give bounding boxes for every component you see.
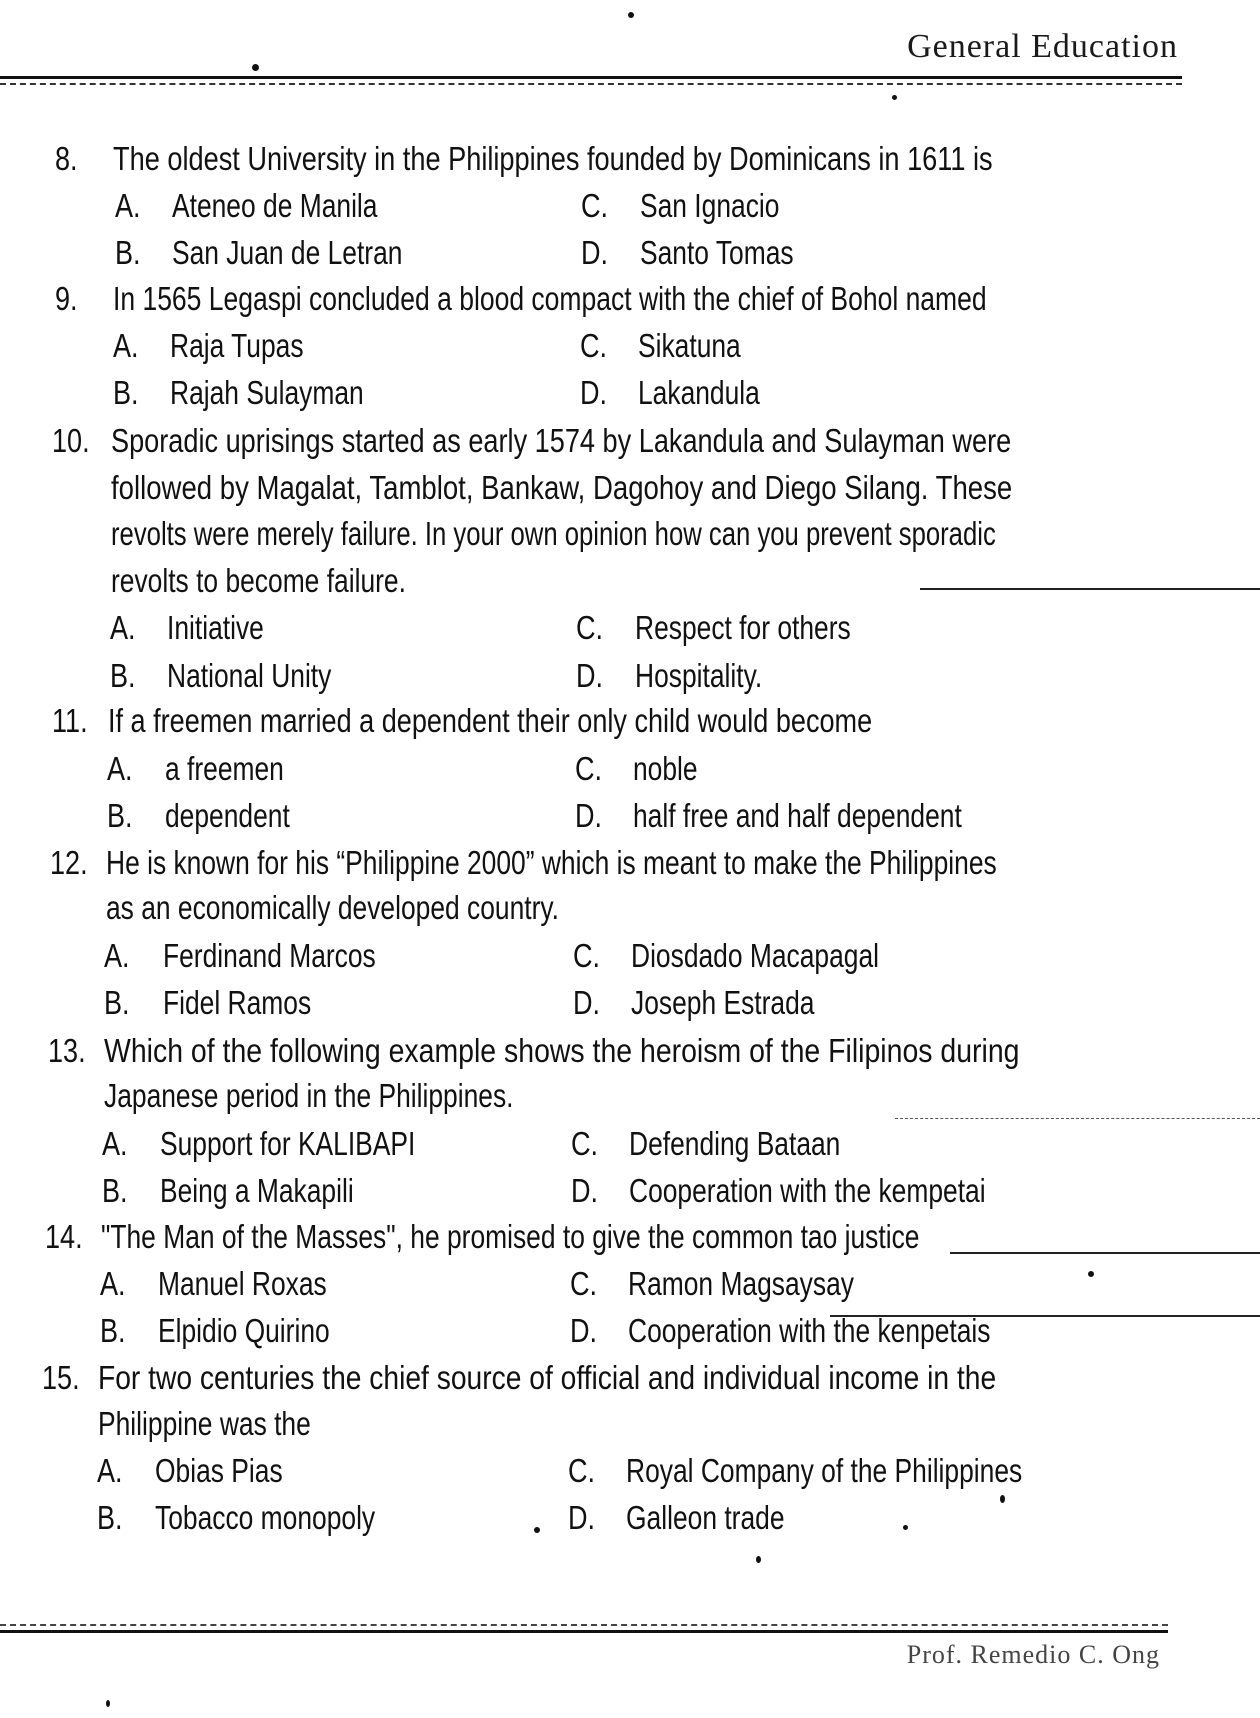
- option-c-letter: C.: [568, 1452, 596, 1489]
- question-text-line-2: Philippine was the: [98, 1405, 311, 1442]
- scan-line: [920, 588, 1260, 590]
- option-a-letter: A.: [113, 327, 139, 364]
- option-c-text: San Ignacio: [640, 187, 780, 224]
- option-a-letter: A.: [110, 609, 136, 646]
- option-d-letter: D.: [573, 984, 601, 1021]
- option-d-text: Joseph Estrada: [631, 984, 815, 1021]
- option-a-text: Manuel Roxas: [158, 1265, 327, 1302]
- question-text-line-4: revolts to become failure.: [111, 562, 406, 599]
- option-d-text: half free and half dependent: [633, 797, 962, 834]
- scan-speck: [628, 12, 634, 18]
- scan-line: [830, 1315, 1260, 1317]
- option-b-letter: B.: [110, 657, 136, 694]
- option-a-text: Ferdinand Marcos: [163, 937, 376, 974]
- option-b-text: Rajah Sulayman: [170, 374, 364, 411]
- option-b-letter: B.: [113, 374, 139, 411]
- option-d-text: Cooperation with the kempetai: [629, 1172, 986, 1209]
- scan-speck: [252, 64, 259, 71]
- footer-author: Prof. Remedio C. Ong: [906, 1640, 1160, 1669]
- question-number: 8.: [55, 140, 78, 177]
- option-d-text: Lakandula: [638, 374, 760, 411]
- option-c-letter: C.: [581, 187, 609, 224]
- option-a-text: Obias Pias: [155, 1452, 283, 1489]
- option-c-letter: C.: [576, 609, 604, 646]
- option-b-text: dependent: [165, 797, 290, 834]
- option-a-text: Initiative: [167, 609, 264, 646]
- question-text: "The Man of the Masses", he promised to give the common tao justice: [101, 1218, 920, 1255]
- option-c-text: noble: [633, 750, 698, 787]
- question-number: 13.: [48, 1032, 86, 1069]
- option-c-letter: C.: [571, 1125, 599, 1162]
- footer-rule-secondary: [0, 1624, 1168, 1626]
- option-b-text: Tobacco monopoly: [155, 1499, 376, 1536]
- question-text-line-3: revolts were merely failure. In your own opinion how can you prevent sporadic: [111, 515, 996, 552]
- scan-speck: [892, 95, 897, 100]
- question-number: 12.: [50, 844, 88, 881]
- option-a-letter: A.: [104, 937, 130, 974]
- option-b-text: National Unity: [167, 657, 332, 694]
- option-b-letter: B.: [104, 984, 130, 1021]
- option-a-text: Support for KALIBAPI: [160, 1125, 416, 1162]
- option-d-letter: D.: [576, 657, 604, 694]
- option-d-text: Galleon trade: [626, 1499, 785, 1536]
- option-d-text: Cooperation with the kenpetais: [628, 1312, 991, 1349]
- question-text: The oldest University in the Philippines founded by Dominicans in 1611 is: [113, 140, 993, 177]
- option-d-text: Hospitality.: [635, 657, 763, 694]
- question-text-line-1: For two centuries the chief source of official and individual income in the: [98, 1359, 997, 1396]
- scan-speck: [106, 1700, 110, 1707]
- question-number: 10.: [52, 422, 90, 459]
- option-c-text: Ramon Magsaysay: [628, 1265, 854, 1302]
- option-a-letter: A.: [102, 1125, 128, 1162]
- option-b-text: San Juan de Letran: [172, 234, 403, 271]
- option-a-text: Ateneo de Manila: [172, 187, 378, 224]
- option-d-text: Santo Tomas: [640, 234, 794, 271]
- scan-speck: [756, 1556, 761, 1563]
- scan-speck: [1088, 1271, 1094, 1277]
- question-number: 11.: [52, 702, 88, 739]
- option-c-letter: C.: [580, 327, 608, 364]
- option-c-text: Sikatuna: [638, 327, 741, 364]
- question-number: 15.: [42, 1359, 80, 1396]
- option-b-letter: B.: [102, 1172, 128, 1209]
- footer-rule: [0, 1630, 1168, 1633]
- option-d-letter: D.: [570, 1312, 598, 1349]
- option-b-letter: B.: [115, 234, 141, 271]
- option-b-text: Fidel Ramos: [163, 984, 312, 1021]
- scan-speck: [903, 1525, 908, 1530]
- option-c-text: Diosdado Macapagal: [631, 937, 880, 974]
- question-text-line-1: Which of the following example shows the heroism of the Filipinos during: [104, 1032, 1020, 1069]
- option-a-letter: A.: [107, 750, 133, 787]
- option-b-letter: B.: [100, 1312, 126, 1349]
- question-number: 9.: [55, 280, 78, 317]
- question-text-line-2: followed by Magalat, Tamblot, Bankaw, Dagohoy and Diego Silang. These: [111, 469, 1013, 506]
- option-b-letter: B.: [107, 797, 133, 834]
- option-a-letter: A.: [100, 1265, 126, 1302]
- option-c-text: Respect for others: [635, 609, 851, 646]
- option-a-text: a freemen: [165, 750, 284, 787]
- option-b-text: Being a Makapili: [160, 1172, 354, 1209]
- option-c-letter: C.: [573, 937, 601, 974]
- option-d-letter: D.: [580, 374, 608, 411]
- header-rule: [0, 76, 1182, 79]
- question-text-line-2: Japanese period in the Philippines.: [104, 1077, 514, 1114]
- option-b-letter: B.: [97, 1499, 123, 1536]
- question-text-line-1: He is known for his “Philippine 2000” which is meant to make the Philippines: [106, 844, 997, 881]
- question-text-line-1: Sporadic uprisings started as early 1574 by Lakandula and Sulayman were: [111, 422, 1012, 459]
- option-b-text: Elpidio Quirino: [158, 1312, 330, 1349]
- option-d-letter: D.: [568, 1499, 596, 1536]
- option-c-text: Defending Bataan: [629, 1125, 841, 1162]
- scan-line: [895, 1118, 1260, 1119]
- question-number: 14.: [45, 1218, 83, 1255]
- option-c-text: Royal Company of the Philippines: [626, 1452, 1023, 1489]
- header-title: General Education: [907, 28, 1178, 65]
- header-rule-secondary: [0, 83, 1182, 85]
- option-c-letter: C.: [575, 750, 603, 787]
- option-c-letter: C.: [570, 1265, 598, 1302]
- option-a-letter: A.: [97, 1452, 123, 1489]
- option-a-text: Raja Tupas: [170, 327, 304, 364]
- question-text: In 1565 Legaspi concluded a blood compact with the chief of Bohol named: [113, 280, 987, 317]
- scan-speck: [1000, 1495, 1005, 1503]
- question-text: If a freemen married a dependent their only child would become: [108, 702, 873, 739]
- question-text-line-2: as an economically developed country.: [106, 889, 559, 926]
- scan-speck: [534, 1527, 540, 1533]
- scan-line: [950, 1252, 1260, 1254]
- option-a-letter: A.: [115, 187, 141, 224]
- option-d-letter: D.: [575, 797, 603, 834]
- option-d-letter: D.: [581, 234, 609, 271]
- option-d-letter: D.: [571, 1172, 599, 1209]
